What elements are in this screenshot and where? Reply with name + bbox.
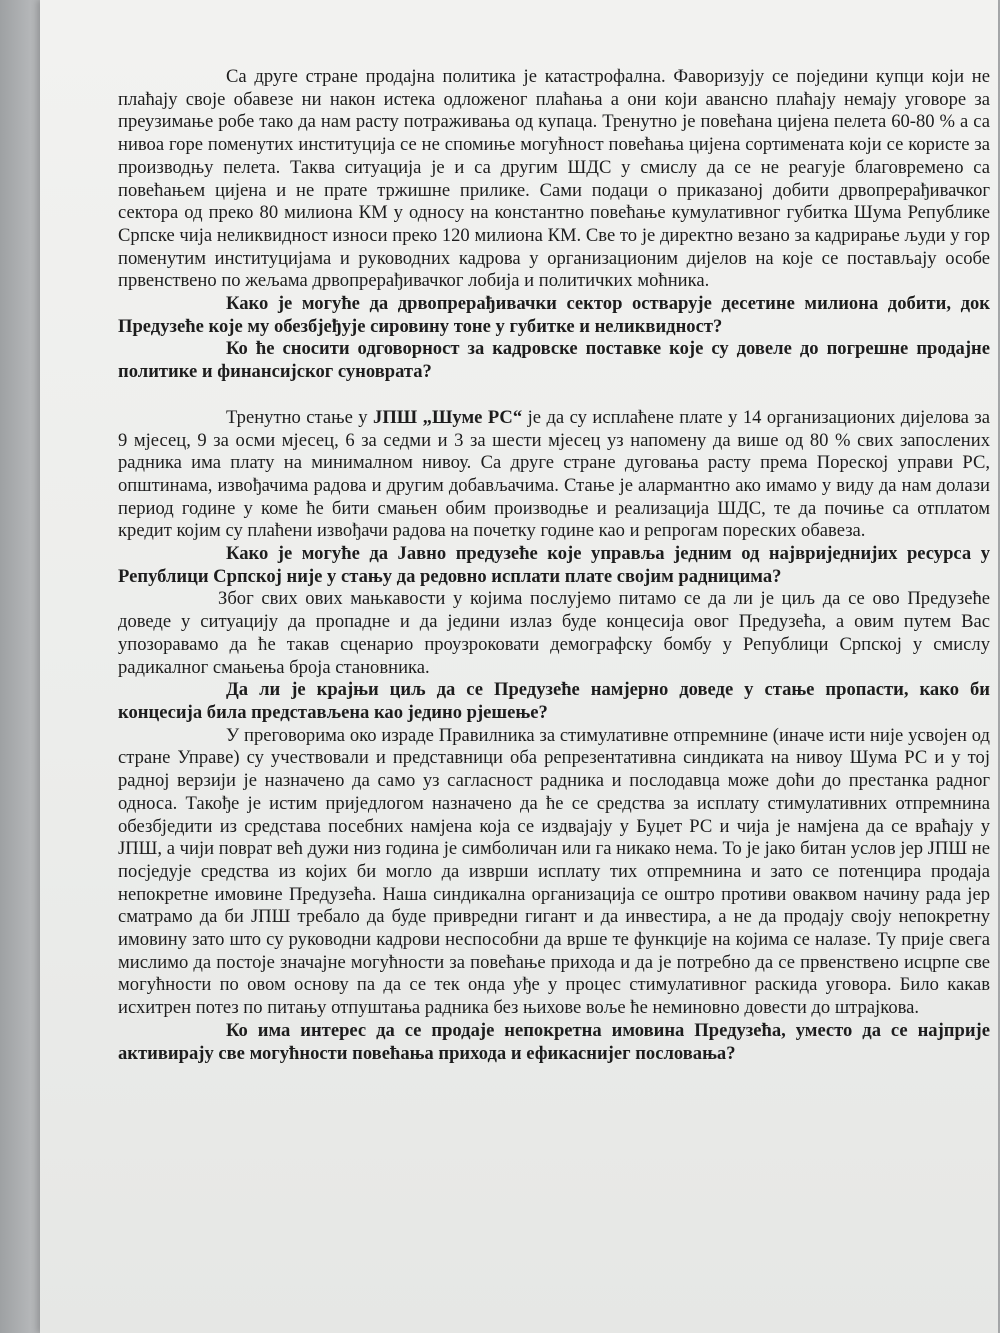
question-concession: Да ли је крајњи циљ да се Предузеће намјерно доведе у стање пропасти, како би концесија била представљена као једино рјешење? <box>118 679 990 723</box>
question-wood-processing-profit: Како је могуће да дрвопрерађивачки сектор остварује десетине милиона добити, док Предузеће које му обезбјеђује сировину тоне у губитке и неликвидност? <box>118 293 990 337</box>
company-name: ЈПШ „Шуме РС“ <box>373 406 523 428</box>
paragraph-current-state <box>118 407 990 543</box>
paragraph-current-state-prefix: Тренутно стање у <box>226 406 374 428</box>
paragraph-concession-warning: Због свих ових мањкавости у којима послујемо питамо се да ли је циљ да се ово Предузеће доведе у ситуацију да пропадне и да једини излаз буде концесија овог Предузећа, а овим путем Вас упозоравамо да ће такав сценарио проузроковати демографску бомбу у Републици Српској у смислу радикалног смањења броја становника. <box>118 588 990 678</box>
document-body <box>118 66 990 1065</box>
paragraph-sales-policy: Са друге стране продајна политика је катастрофална. Фаворизују се поједини купци који не плаћају своје обавезе ни након истека одложеног плаћања а они који авансно плаћају немају уговоре за преузимање робе тако да нам расту потраживања од купаца. Тренутно је повећана цијена пелета 60-80 % а са нивоа горе поменутих институција се не спомиње могућност повећања цијена сортимената који се користе за производњу пелета. Таква ситуација је и са другим ШДС у смислу да се не реагује благовремено са повећањем цијена и не прате тржишне прилике. Сами подаци о приказаној добити дрвопрерађивачког сектора од преко 80 милиона КМ у односу на константно повећање кумулативног губитка Шума Републике Српске чија неликвидност износи преко 120 милиона КМ. Све то је директно везано за кадрирање људи у гор поменутим институцијама и руководних кадрова у организационим дијелов на које се постављају особе првенствено по жељама дрвопрерађивачког лобија и политичких моћника. <box>118 66 990 292</box>
document-page <box>40 0 998 1333</box>
paragraph-current-state-text: је да су исплаћене плате у 14 организационих дијелова за 9 мјесец, 9 за осми мјесец, 6 за седми и 3 за шести мјесец уз напомену да више од 80 % свих запослених радника има плату на минималном нивоу. Са друге стране дуговања расту према Пореској управи РС, општинама, извођачима радова и другим добављачима. Стање је алармантно ако имамо у виду да нам долази период године у коме ће бити смањен обим производње и реализација ШДС, те да почиње са отплатом кредит којим су плаћени извођачи радова на почетку године као и репрогам пореских обавеза. <box>118 406 990 542</box>
question-responsibility: Ко ће сносити одговорност за кадровске поставке које су довеле до погрешне продајне политике и финансијског суноврата? <box>118 338 990 383</box>
question-salaries: Како је могуће да Јавно предузеће које управља једним од највриједнијих ресурса у Републици Српској није у стању да редовно исплати плате својим радницима? <box>118 543 990 587</box>
paragraph-severance-rules: У преговорима око израде Правилника за стимулативне отпремнине (иначе исти није усвојен од стране Управе) су учествовали и представници оба репрезентативна синдиката на нивоу Шума РС и у тој радној верзији је назначено да само уз сагласност радника и послодавца може доћи до престанка радног односа. Такође је истим приједлогом назначено да ће се средства за исплату стимулативних отпремнина обезбједити из средстава посебних намјена која се издвајају у Буџет РС и чија је намјена да се враћају у ЈПШ, а чији поврат већ дужи низ година је симболичан или га никако нема. То је јако битан услов јер ЈПШ не посједује средства из којих би могло да изврши исплату тих отпремнина и зато се потенцира продаја непокретне имовине Предузећа. Наша синдикална организација се оштро противи оваквом начину рада јер сматрамо да би ЈПШ требало да буде привредни гигант и да инвестира, а не да продају своју непокретну имовину зато што су руководни кадрови неспособни да врше те функције на којима се налазе. Ту прије свега мислимо да постоје значајне могућности за повећање прихода и да је потребно да се првенствено исцрпе све могућности по овом основу па да се тек онда уђе у процес стимулативног раскида уговора. Било какав исхитрен потез по питању отпуштања радника без њихове воље ће неминовно довести до штрајкова. <box>118 724 990 1019</box>
question-property-sale: Ко има интерес да се продаје непокретна имовина Предузећа, уместо да се најприје активирају све могућности повећања прихода и ефикаснијег пословања? <box>118 1019 990 1064</box>
